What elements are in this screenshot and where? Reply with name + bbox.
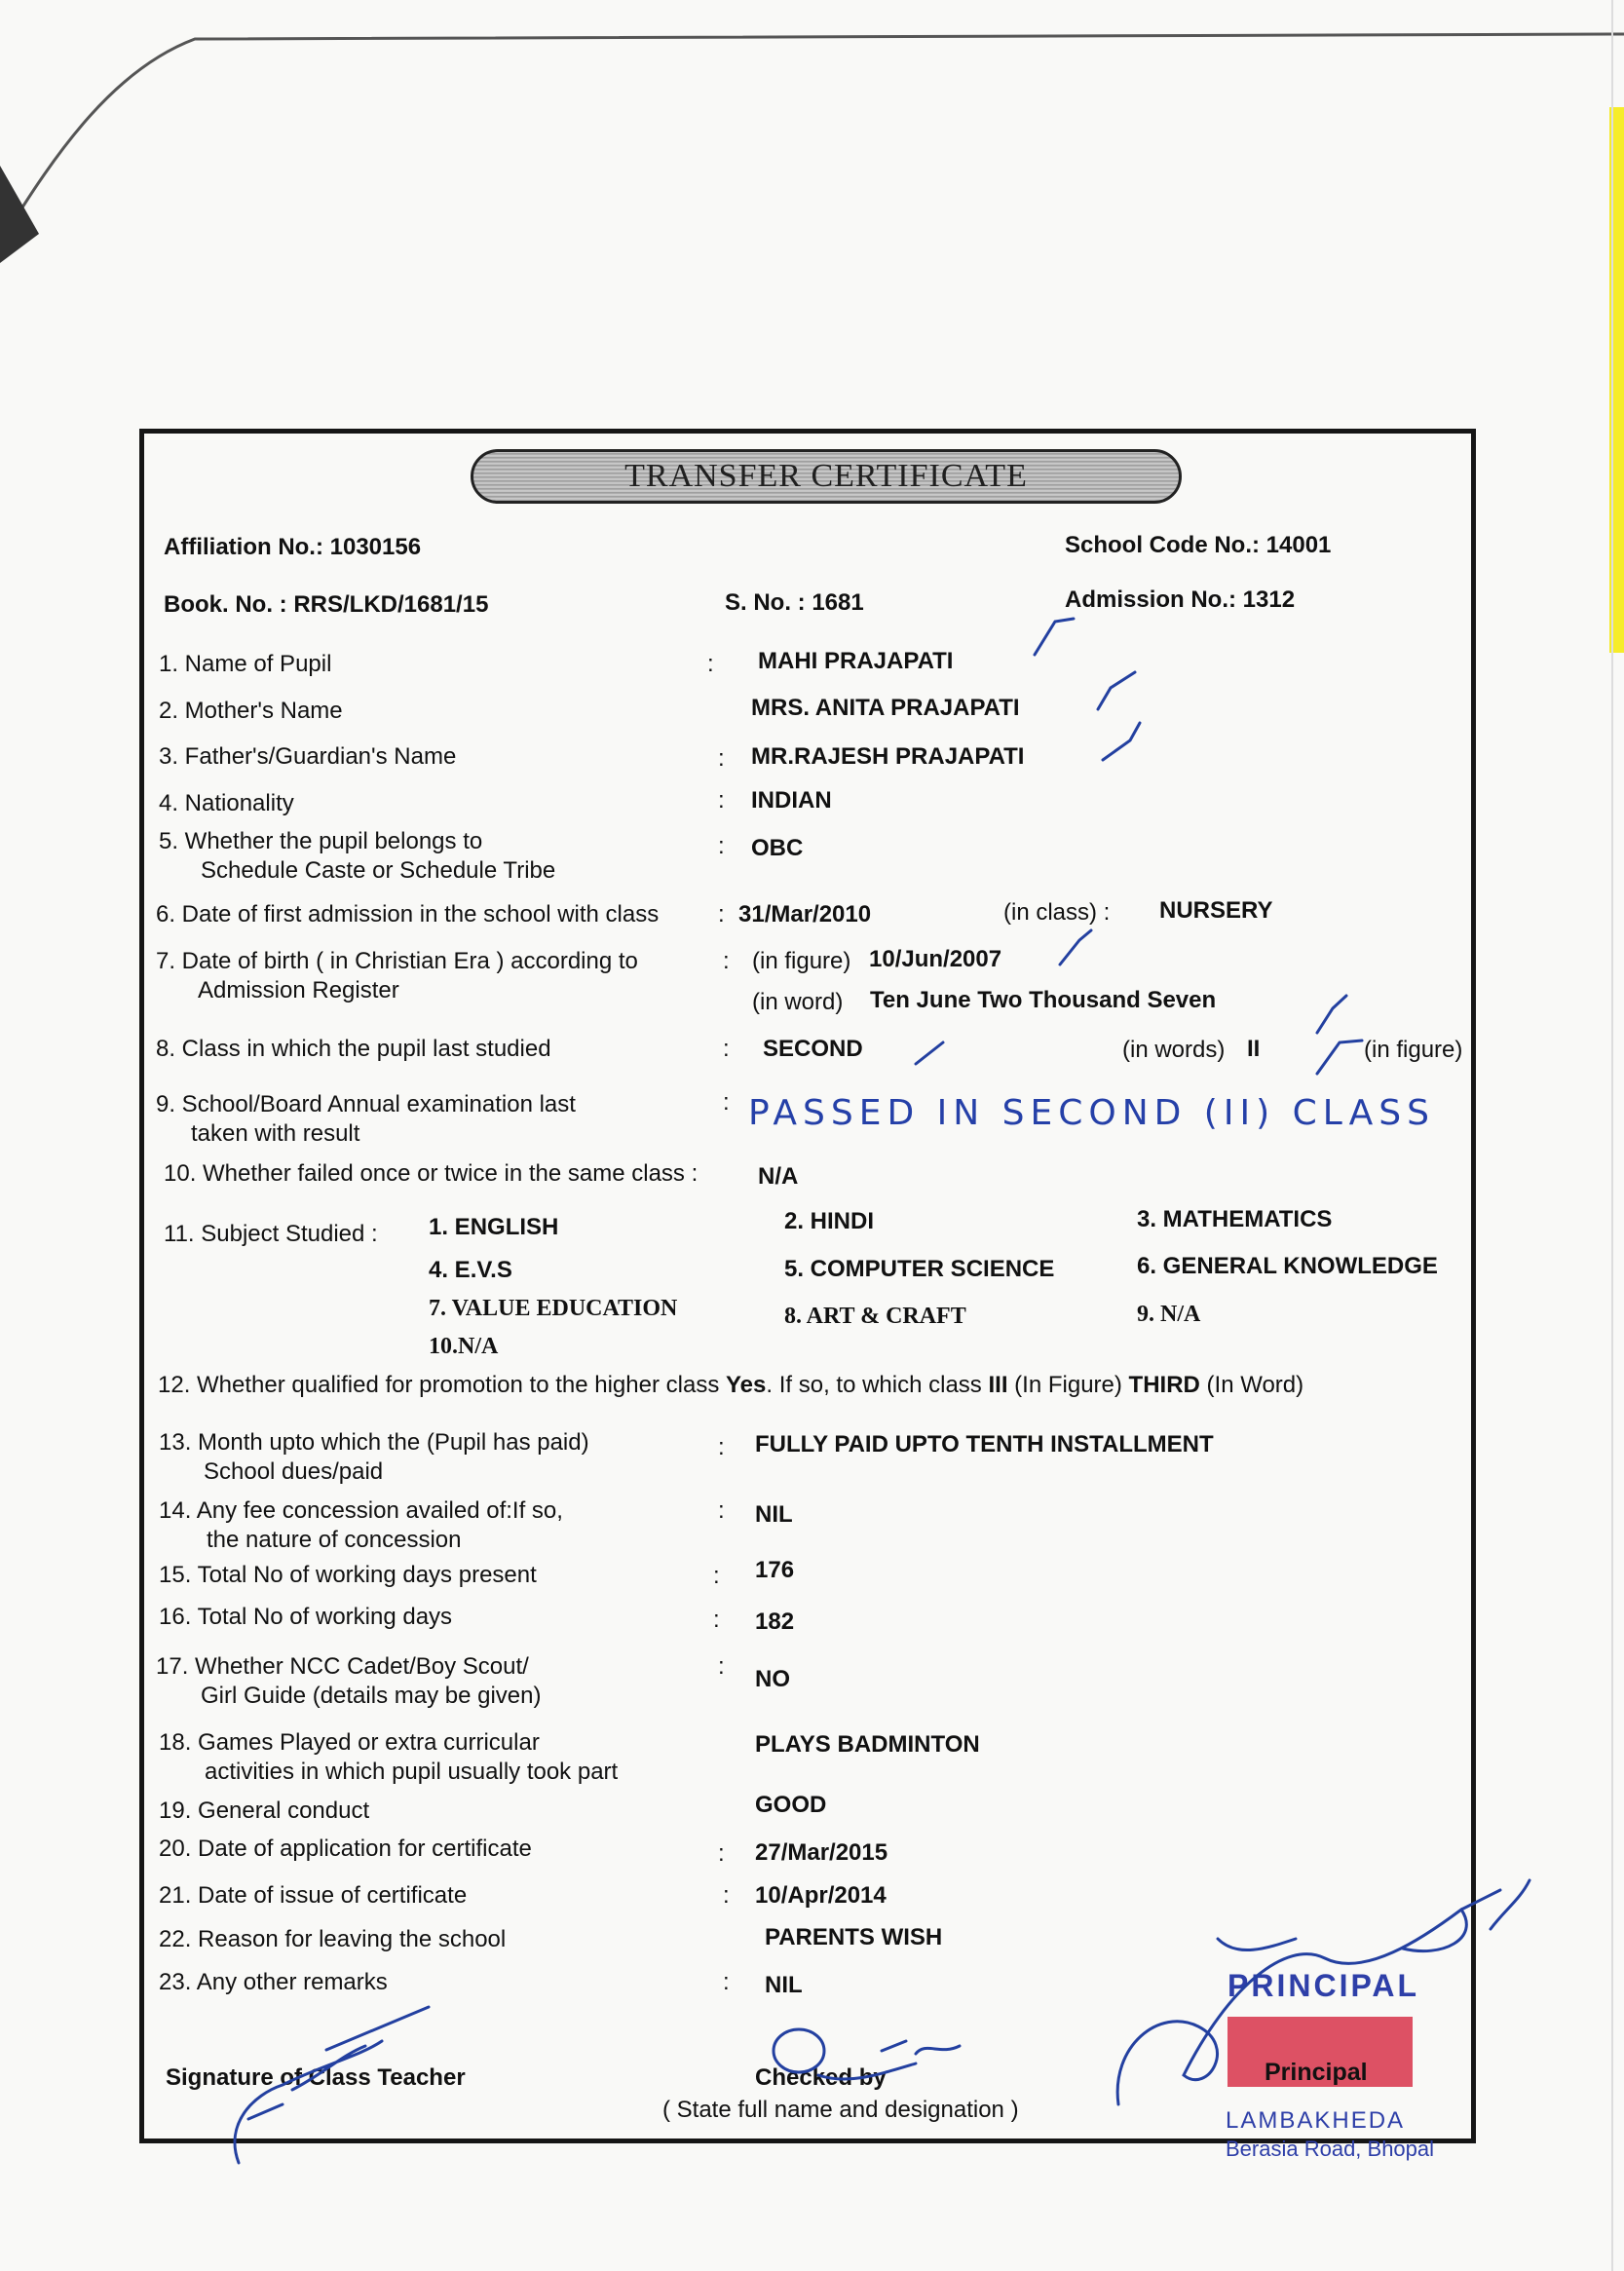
pupil-name: MAHI PRAJAPATI [758,648,954,674]
colon: : [718,1434,725,1460]
field-16-label: 16. Total No of working days [159,1604,453,1630]
fee-concession: NIL [755,1501,793,1528]
in-word-label: (in word) [752,989,844,1015]
colon: : [718,1653,725,1680]
dob-figure: 10/Jun/2007 [869,946,1002,972]
certificate-title: TRANSFER CERTIFICATE [471,449,1182,504]
last-class-words: SECOND [763,1036,863,1062]
principal-signature-flourish [1218,1939,1296,1950]
in-words-label: (in words) [1122,1037,1226,1063]
stamp-title: PRINCIPAL [1227,1968,1420,2003]
in-figure-label: (in figure) [1364,1037,1463,1063]
tick-mark [1060,930,1091,965]
colon: : [723,1882,730,1909]
field-22-label: 22. Reason for leaving the school [159,1926,507,1952]
field-18-label: 18. Games Played or extra curricular [159,1729,540,1756]
dob-words: Ten June Two Thousand Seven [870,987,1217,1013]
subject-item: 2. HINDI [784,1208,875,1234]
colon: : [718,901,725,927]
checker-initials [774,2029,824,2072]
tick-mark [916,1042,943,1064]
father-name: MR.RAJESH PRAJAPATI [751,743,1025,770]
colon: : [707,651,714,677]
subject-item: 1. ENGLISH [429,1214,559,1240]
colon: : [718,745,725,772]
school-code-no: School Code No.: 14001 [1065,532,1332,558]
colon: : [718,833,725,859]
in-class-label: (in class) : [1003,899,1111,926]
promotion-class-question: . If so, to which class [766,1372,982,1398]
in-figure-label: (In Figure) [1014,1372,1122,1398]
field-11-label: 11. Subject Studied : [164,1221,378,1247]
subject-item: 9. N/A [1137,1302,1201,1327]
failed-status: N/A [758,1163,799,1190]
field-5-label-cont: Schedule Caste or Schedule Tribe [201,857,556,884]
stamp-place: LAMBAKHEDA [1226,2107,1406,2134]
colon: : [723,1089,730,1116]
serial-no: S. No. : 1681 [725,589,864,616]
class-teacher-signature [235,2041,382,2163]
dues-paid: FULLY PAID UPTO TENTH INSTALLMENT [755,1431,1214,1457]
stamp-address: Berasia Road, Bhopal [1226,2137,1435,2161]
colon: : [718,1497,725,1524]
working-days: 182 [755,1609,795,1635]
extra-curricular: PLAYS BADMINTON [755,1731,980,1758]
promotion-class-figure: III [988,1372,1008,1398]
field-21-label: 21. Date of issue of certificate [159,1882,468,1909]
application-date: 27/Mar/2015 [755,1839,888,1866]
colon: : [723,1036,730,1062]
colon: : [713,1563,720,1589]
field-6-label: 6. Date of first admission in the school with class [156,901,660,927]
field-3-label: 3. Father's/Guardian's Name [159,743,457,770]
colon: : [718,1840,725,1867]
tick-mark [1098,672,1135,709]
field-9-label: 9. School/Board Annual examination last [156,1091,576,1117]
mother-name: MRS. ANITA PRAJAPATI [751,695,1020,721]
principal-signature [1117,1880,1530,2104]
field-7-label: 7. Date of birth ( in Christian Era ) according to [156,948,638,974]
in-figure-label: (in figure) [752,948,851,974]
field-10-label: 10. Whether failed once or twice in the same class : [164,1160,699,1187]
tick-mark [1035,619,1074,655]
subject-item: 6. GENERAL KNOWLEDGE [1137,1253,1438,1279]
field-2-label: 2. Mother's Name [159,698,343,724]
checked-by-label: Checked by [755,2064,887,2091]
issue-date: 10/Apr/2014 [755,1882,887,1909]
other-remarks: NIL [765,1972,803,1998]
tick-mark [1317,1041,1362,1074]
subject-item: 7. VALUE EDUCATION [429,1296,678,1321]
field-23-label: 23. Any other remarks [159,1969,388,1995]
field-17-label-cont: Girl Guide (details may be given) [201,1683,542,1709]
class-teacher-signature-label: Signature of Class Teacher [166,2064,466,2091]
nationality: INDIAN [751,787,832,814]
subject-item: 4. E.V.S [429,1257,512,1283]
first-admission-class: NURSERY [1159,897,1273,924]
caste-category: OBC [751,835,804,861]
admission-no: Admission No.: 1312 [1065,587,1296,613]
colon: : [718,787,725,814]
tick-mark [1103,723,1140,760]
ncc-status: NO [755,1666,790,1692]
field-4-label: 4. Nationality [159,790,294,816]
field-5-label: 5. Whether the pupil belongs to [159,828,483,854]
field-14-label: 14. Any fee concession availed of:If so, [159,1497,563,1524]
field-7-label-cont: Admission Register [198,977,399,1003]
affiliation-no: Affiliation No.: 1030156 [164,534,422,560]
principal-label: Principal [1265,2059,1368,2086]
in-word-label: (In Word) [1206,1372,1304,1398]
field-14-label-cont: the nature of concession [207,1527,462,1553]
subject-item: 10.N/A [429,1334,499,1359]
field-9-label-cont: taken with result [191,1120,360,1147]
last-class-figure: II [1247,1036,1261,1062]
colon: : [713,1607,720,1633]
promotion-answer: Yes [726,1372,767,1398]
field-18-label-cont: activities in which pupil usually took part [205,1759,619,1785]
field-13-label: 13. Month upto which the (Pupil has paid) [159,1429,589,1456]
field-13-label-cont: School dues/paid [204,1458,384,1485]
field-20-label: 20. Date of application for certificate [159,1836,532,1862]
checker-signature [818,2041,960,2079]
subject-item: 3. MATHEMATICS [1137,1206,1333,1232]
subject-item: 8. ART & CRAFT [784,1304,966,1329]
field-8-label: 8. Class in which the pupil last studied [156,1036,551,1062]
general-conduct: GOOD [755,1792,827,1818]
book-no: Book. No. : RRS/LKD/1681/15 [164,591,489,618]
field-17-label: 17. Whether NCC Cadet/Boy Scout/ [156,1653,529,1680]
exam-result-handwritten: PASSED IN SECOND (II) CLASS [748,1093,1435,1133]
state-full-name-note: ( State full name and designation ) [662,2097,1019,2123]
promotion-question: 12. Whether qualified for promotion to the higher class [158,1372,720,1398]
days-present: 176 [755,1557,795,1583]
field-15-label: 15. Total No of working days present [159,1562,537,1588]
leaving-reason: PARENTS WISH [765,1924,943,1950]
field-19-label: 19. General conduct [159,1798,370,1824]
field-1-label: 1. Name of Pupil [159,651,332,677]
tick-mark [1317,996,1346,1033]
colon: : [723,948,730,974]
promotion-class-word: THIRD [1128,1372,1200,1398]
subject-item: 5. COMPUTER SCIENCE [784,1256,1055,1282]
first-admission-date: 31/Mar/2010 [738,901,872,927]
colon: : [723,1969,730,1995]
